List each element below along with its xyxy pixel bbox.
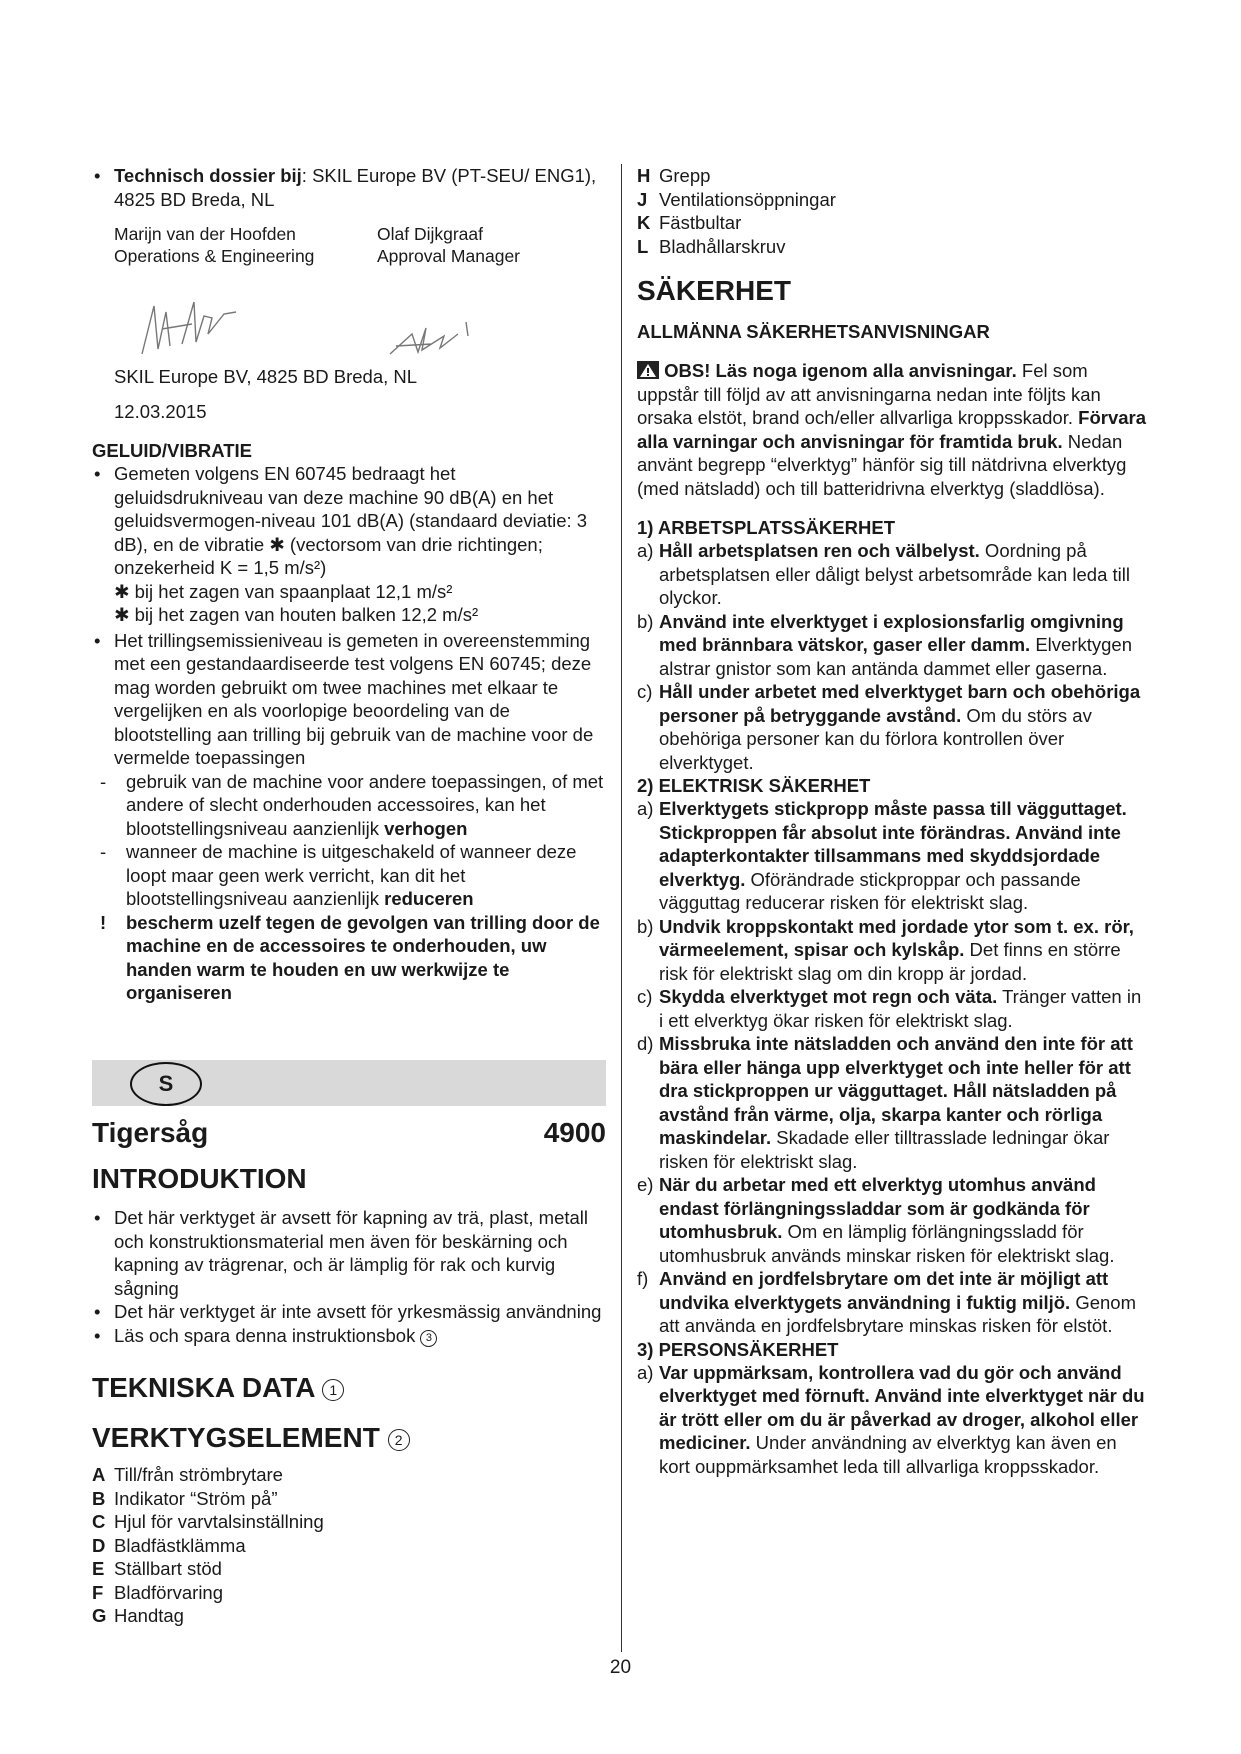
intro-list: [92, 1206, 606, 1347]
column-divider: [621, 164, 622, 1652]
tech-heading: TEKNISKA DATA 1: [92, 1371, 606, 1405]
geluid-star-1: ✱ bij het zagen van spaanplaat 12,1 m/s²: [114, 580, 453, 602]
ref-circle: 1: [322, 1379, 344, 1401]
element-item: F Bladförvaring: [92, 1581, 224, 1603]
geluid-bullet-1: • Gemeten volgens EN 60745 bedraagt het geluidsdrukniveau van deze machine 90 dB(A) en het geluidsvermogen-niveau 101 dB(A) (standaard deviatie: 3 dB), en de vibratie ✱ (vectorsom van drie richtingen; onzekerheid K = 1,5 m/s²): [92, 462, 606, 580]
sec1-item: c) Håll under arbetet med elverktyget barn och obehöriga personer på betryggande avstånd. Om du störs av obehöriga personer kan du förlora kontrollen över elverktyget.: [637, 681, 1141, 773]
intro-bullet: • Det här verktyget är inte avsett för yrkesmässig användning: [92, 1300, 606, 1324]
elements-heading: VERKTYGSELEMENT 2: [92, 1421, 606, 1455]
signer-1: [114, 223, 377, 267]
element-item: J Ventilationsöppningar: [637, 188, 836, 210]
tech-dossier-label: Technisch dossier bij: [114, 165, 302, 186]
obs-paragraph: OBS! Läs noga igenom alla anvisningar. Fel som uppstår till följd av att anvisningarna nedan inte följts kan orsaka elstöt, brand och/eller allvarliga kroppsskador. Förvara alla varningar och anvisningar för framtida bruk. Nedan använt begrepp “elverktyg” hänför sig till nätdrivna elverktyg (med nätsladd) och till batteridrivna elverktyg (sladdlösa).: [637, 360, 1147, 499]
tech-dossier-item: [92, 164, 606, 211]
page-number: 20: [609, 1657, 632, 1678]
product-number: 4900: [543, 1117, 606, 1148]
excl-text: bescherm uzelf tegen de gevolgen van trilling door de machine en de accessoires te onderhouden, uw handen warm te houden en uw werkwijze te organiseren: [126, 911, 600, 1003]
element-item: D Bladfästklämma: [92, 1534, 246, 1556]
right-column: [637, 164, 1149, 1478]
dash-mark: -: [100, 770, 107, 792]
sec1-item: b) Använd inte elverktyget i explosionsfarlig omgivning med brännbara vätskor, gaser eller damm. Elverktygen alstrar gnistor som kan antända dammet eller gaserna.: [637, 610, 1132, 679]
warning-icon: [637, 361, 659, 379]
signer1-title: Operations & Engineering: [114, 246, 315, 266]
geluid-bullet-2: • Het trillingsemissieniveau is gemeten in overeenstemming met een gestandaardiseerde test volgens EN 60745; deze mag worden gebruikt om twee machines met elkaar te vergelijken en als voorlopige beoordeling van de blootstelling aan trilling bij gebruik van de machine voor de vermelde toepassingen: [92, 629, 606, 770]
elements-list: [92, 1463, 606, 1628]
excl-item: [92, 911, 606, 1005]
sec2-item: c) Skydda elverktyget mot regn och väta. Tränger vatten in i ett elverktyg ökar risken för elektriskt slag.: [637, 986, 1142, 1031]
dash-item-2: [92, 840, 606, 911]
dash-item-1: [92, 770, 606, 841]
signer2-title: Approval Manager: [377, 246, 520, 266]
dash-item-2-body: wanneer de machine is uitgeschakeld of wanneer deze loopt maar geen werk verricht, kan dit het blootstellingsniveau aanzienlijk reduceren: [126, 841, 577, 909]
sec2-item: e) När du arbetar med ett elverktyg utomhus använd endast förlängningssladdar som är godkända för utomhusbruk. Om en lämplig förlängningssladd för utomhusbruk används minskar risken för elektriskt slag.: [637, 1174, 1115, 1266]
left-column-lower: [92, 1116, 606, 1628]
general-safety-heading: ALLMÄNNA SÄKERHETSANVISNINGAR: [637, 321, 990, 342]
element-item: K Fästbultar: [637, 212, 742, 233]
tech-dossier-text: : SKIL Europe BV (PT-SEU/ ENG1), 4825 BD Breda, NL: [114, 165, 597, 210]
date: 12.03.2015: [114, 400, 207, 422]
element-item: H Grepp: [637, 165, 711, 186]
geluid-star-2: ✱ bij het zagen van houten balken 12,2 m/s²: [114, 604, 479, 625]
product-title-row: [92, 1116, 606, 1150]
language-badge: S: [130, 1062, 202, 1106]
signer1-name: Marijn van der Hoofden: [114, 224, 296, 244]
ref-circle: 3: [420, 1330, 437, 1347]
dash-item-1-body: gebruik van de machine voor andere toepassingen, of met andere of slecht onderhouden accessoires, kan het blootstellingsniveau aanzienlijk verhogen: [126, 770, 604, 839]
sec3-heading: 3) PERSONSÄKERHET: [637, 1338, 839, 1360]
elements-list-continued: [637, 164, 1149, 258]
geluid-heading: GELUID/VIBRATIE: [92, 440, 252, 461]
signature-2: [382, 314, 482, 364]
dash-mark: -: [100, 841, 107, 862]
sec3-item: a) Var uppmärksam, kontrollera vad du gör och använd elverktyget med förnuft. Använd inte elverktyget när du är trött eller om du är påverkad av droger, alkohol eller mediciner. Under användning av elverktyg kan även en kort ouppmärksamhet leda till allvarliga kroppsskador.: [637, 1361, 1145, 1477]
element-item: B Indikator “Ström på”: [92, 1487, 278, 1509]
element-item: L Bladhållarskruv: [637, 235, 786, 257]
sec2-item: d) Missbruka inte nätsladden och använd den inte för att bära eller hänga upp elverktyget och inte heller för att dra stickproppen ur vägguttaget. Håll nätsladden på avstånd från värme, olja, skarpa kanter och rörliga maskindelar. Skadade eller tilltrasslade ledningar ökar risken för elektriskt slag.: [637, 1033, 1133, 1172]
sec1-item: a) Håll arbetsplatsen ren och välbelyst. Oordning på arbetsplatsen eller dåligt belyst arbetsområde kan leda till olyckor.: [637, 540, 1130, 608]
element-item: C Hjul för varvtalsinställning: [92, 1511, 324, 1532]
sec2-item: b) Undvik kroppskontakt med jordade ytor som t. ex. rör, värmeelement, spisar och kylskåp. Det finns en större risk för elektriskt slag om din kropp är jordad.: [637, 915, 1134, 984]
company-line: SKIL Europe BV, 4825 BD Breda, NL: [114, 366, 418, 387]
element-item: G Handtag: [92, 1605, 184, 1626]
sec1-heading: 1) ARBETSPLATSSÄKERHET: [637, 517, 895, 538]
left-column: [92, 164, 606, 1005]
exclamation-icon: !: [100, 911, 107, 933]
signer2-name: Olaf Dijkgraaf: [377, 224, 484, 244]
product-name: Tigersåg: [92, 1117, 209, 1148]
intro-heading: INTRODUKTION: [92, 1163, 307, 1194]
intro-bullet: • Det här verktyget är avsett för kapning av trä, plast, metall och konstruktionsmaterial men även för beskärning och kapning av trägrenar, och är lämplig för rak och kurvig sågning: [92, 1206, 606, 1300]
ref-circle: 2: [388, 1429, 410, 1451]
intro-bullet: • Läs och spara denna instruktionsbok 3: [92, 1324, 606, 1348]
signer-2: [377, 223, 520, 267]
signature-1: [132, 294, 242, 369]
signers: [92, 223, 606, 267]
element-item: A Till/från strömbrytare: [92, 1464, 283, 1485]
sec2-heading: 2) ELEKTRISK SÄKERHET: [637, 775, 871, 796]
safety-heading: SÄKERHET: [637, 275, 792, 306]
element-item: E Ställbart stöd: [92, 1558, 222, 1579]
sec2-item: f) Använd en jordfelsbrytare om det inte är möjligt att undvika elverktygets användning i fuktig miljö. Genom att använda en jordfelsbrytare minskas risken för elstöt.: [637, 1268, 1137, 1336]
sec2-item: a) Elverktygets stickpropp måste passa till vägguttaget. Stickproppen får absolut inte förändras. Använd inte adapterkontakter tillsammans med skyddsjordade elverktyg. Oförändrade stickproppar och passande vägguttag reducerar risken för elektriskt slag.: [637, 798, 1127, 913]
